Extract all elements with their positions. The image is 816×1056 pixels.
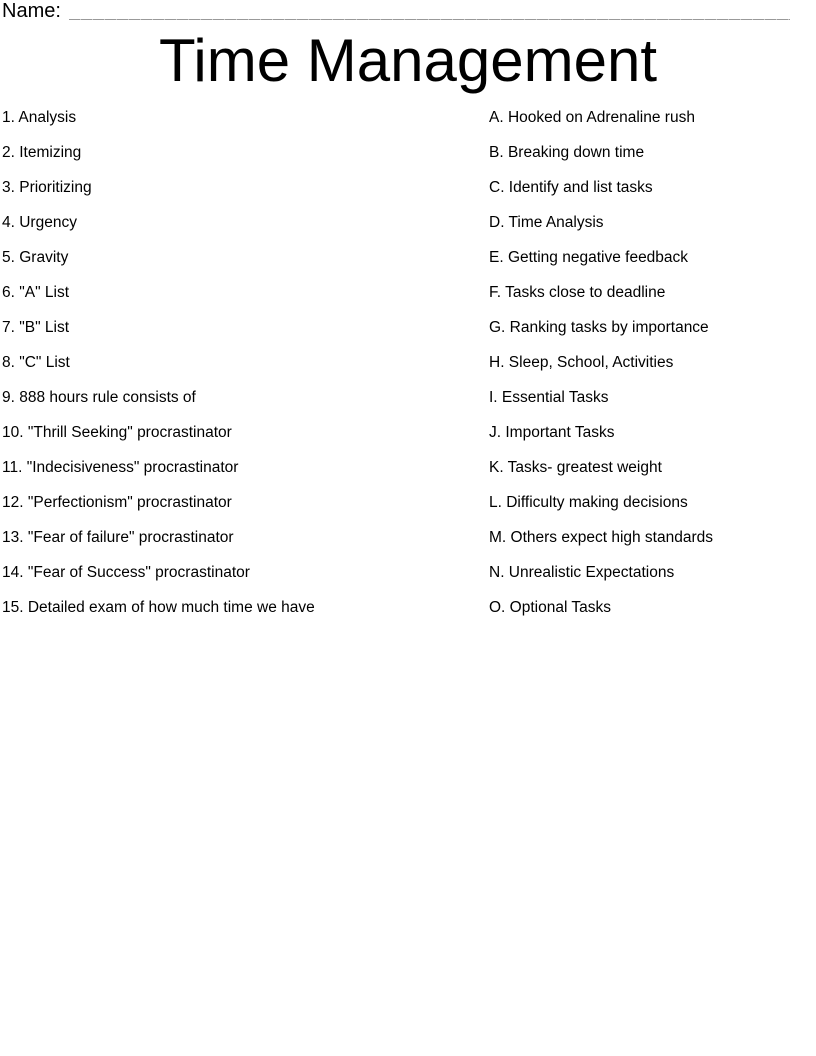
matching-columns	[0, 108, 816, 633]
answer-item: M. Others expect high standards	[489, 529, 714, 546]
answer-item: N. Unrealistic Expectations	[489, 564, 675, 581]
answer-item: I. Essential Tasks	[489, 389, 609, 406]
question-item: 10. "Thrill Seeking" procrastinator	[2, 424, 232, 441]
question-item: 12. "Perfectionism" procrastinator	[2, 494, 232, 511]
question-item: 6. "A" List	[2, 284, 70, 301]
answer-item: A. Hooked on Adrenaline rush	[489, 109, 695, 126]
question-item: 7. "B" List	[2, 319, 70, 336]
question-item: 8. "C" List	[2, 354, 70, 371]
answer-item: F. Tasks close to deadline	[489, 284, 666, 301]
page-title: Time Management	[159, 27, 657, 94]
answer-item: C. Identify and list tasks	[489, 179, 653, 196]
answer-item: E. Getting negative feedback	[489, 249, 689, 266]
answers-column	[488, 108, 816, 633]
question-item: 15. Detailed exam of how much time we have	[2, 599, 315, 616]
question-item: 5. Gravity	[2, 249, 69, 266]
answer-item: B. Breaking down time	[489, 144, 645, 161]
name-row	[0, 0, 816, 21]
answer-item: D. Time Analysis	[489, 214, 604, 231]
questions-column	[0, 108, 488, 633]
name-fill-in-line	[69, 19, 790, 20]
answer-item: O. Optional Tasks	[489, 599, 612, 616]
question-item: 13. "Fear of failure" procrastinator	[2, 529, 234, 546]
question-item: 14. "Fear of Success" procrastinator	[2, 564, 250, 581]
answer-item: L. Difficulty making decisions	[489, 494, 688, 511]
question-item: 3. Prioritizing	[2, 179, 92, 196]
answer-item: J. Important Tasks	[489, 424, 615, 441]
question-item: 2. Itemizing	[2, 144, 82, 161]
answer-item: H. Sleep, School, Activities	[489, 354, 674, 371]
name-label: Name:	[2, 0, 61, 22]
question-item: 11. "Indecisiveness" procrastinator	[2, 459, 239, 476]
question-item: 4. Urgency	[2, 214, 77, 231]
answer-item: K. Tasks- greatest weight	[489, 459, 662, 476]
question-item: 1. Analysis	[2, 109, 77, 126]
answer-item: G. Ranking tasks by importance	[489, 319, 709, 336]
question-item: 9. 888 hours rule consists of	[2, 389, 196, 406]
